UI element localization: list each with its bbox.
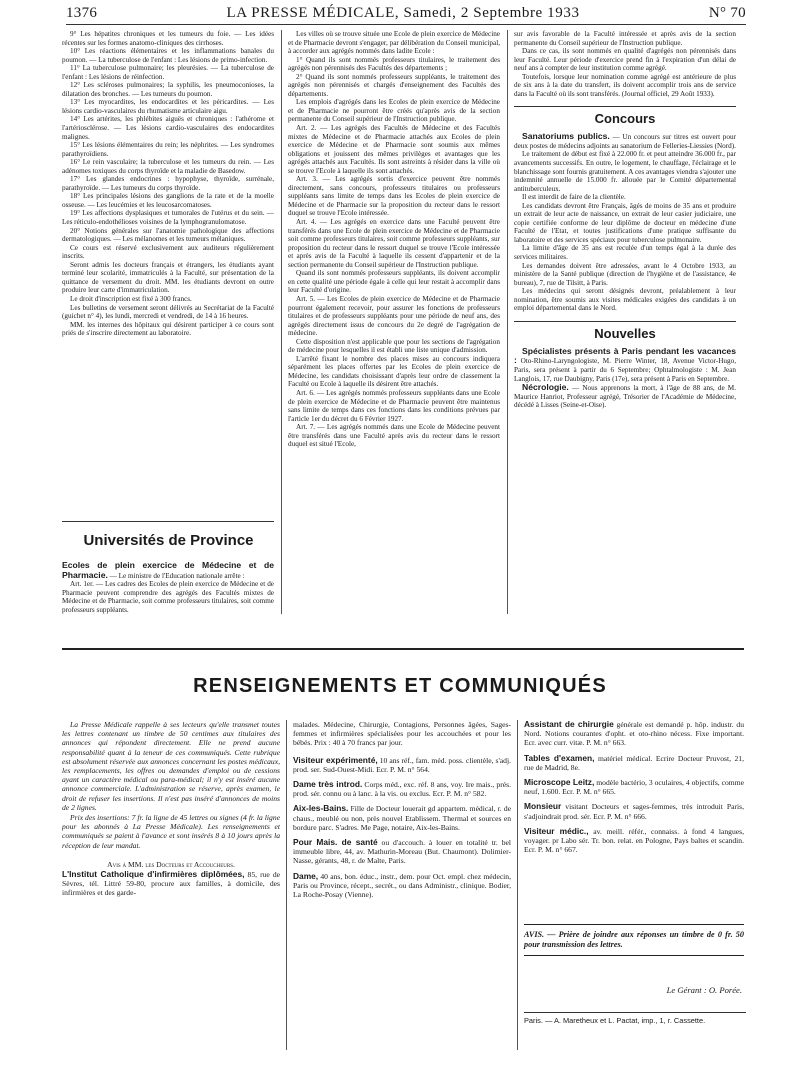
- ad-text: Corps méd., exc. réf. 8 ans, voy. Ire mais., prés. prod. sér. connu ou à lanc. à la vis. ou exclus. Ecr. P. M. n° 582.: [293, 780, 511, 799]
- paragraph: — Nous apprenons la mort, à l'âge de 88 ans, de M. Maurice Hanriot, Professeur agrégé, Trésorier de l'Académie de Médecine, décédé à Lisses (Seine-et-Oise).: [514, 384, 736, 410]
- paragraph: 14° Les artérites, les phlébites aiguës et chroniques : l'athérome et l'artériosclérose. — Les lésions cardio-vasculaires des endocardites malignes.: [62, 115, 274, 141]
- paragraph: Art. 7. — Les agrégés nommés dans une Ecole de Médecine peuvent être transférés dans une Faculté après avis du recteur dans le ressort duquel est situé l'Ecole,: [288, 423, 500, 449]
- paragraph: Les médecins qui seront désignés devront, préalablement à leur nomination, être soumis aux visites médicales exigées des candidats à un emploi départemental dans le Nord.: [514, 287, 736, 313]
- paragraph: 2° Quand ils sont nommés professeurs suppléants, le traitement des agrégés non pérennisés et chargés d'enseignement des Facultés des départements.: [288, 72, 500, 98]
- paragraph: Les demandes doivent être adressées, avant le 4 Octobre 1933, au ministère de la Santé publique (direction de l'hygiène et de l'assistance, 4e bureau), 7, rue de Tilsitt, à Paris.: [514, 261, 736, 287]
- ad-text: Fille de Docteur louerait gd appartem. médical, r. de chaus., meublé ou non, près nouvel Etablissem. Thermal et sources en bordure parc. S'adres. Me Page, notaire, Aix-les-Bains.: [293, 804, 511, 832]
- paragraph: Le droit d'inscription est fixé à 300 francs.: [70, 294, 192, 303]
- ad-lead: Microscope Leitz,: [524, 777, 595, 788]
- paragraph: Seront admis les docteurs français et étrangers, les étudiants ayant terminé leur scolarité, immatriculés à la Faculté, sur présentation de la quittance de versement du droit. MM. les étudiants devront en outre produire leur carte d'immatriculation.: [62, 260, 274, 295]
- page-header: [66, 2, 746, 25]
- paragraph: 1° Quand ils sont nommés professeurs titulaires, le traitement des agrégés non pérennisés des Facultés des départements ;: [288, 55, 500, 73]
- ad-lead: Tables d'examen,: [524, 752, 595, 763]
- paragraph: 11° La tuberculose pulmonaire; les pleurésies. — La tuberculose de l'enfant : Les lésions de réinfection.: [62, 64, 274, 81]
- paragraph: Art. 5. — Les Ecoles de plein exercice de Médecine et de Pharmacie pourront également recevoir, pour assurer les fonctions de professeurs titulaires et de professeurs suppléants pour une période de neuf ans, des agrégés directement issus de concours du 2e degré de l'agrégation de médecine.: [288, 294, 500, 338]
- section-divider: [62, 648, 744, 650]
- paragraph: Ce cours est réservé exclusivement aux auditeurs régulièrement inscrits.: [62, 243, 274, 261]
- paragraph: 16° Le rein vasculaire; la tuberculose et les tumeurs du rein. — Les adénomes toxiques du corps thyroïde et la maladie de Basedow.: [62, 158, 274, 175]
- ad-lead: Dame,: [293, 870, 319, 881]
- paragraph: 15° Les lésions élémentaires du rein; les néphrites. — Les syndromes parathyroïdiens.: [62, 141, 274, 158]
- article-lead: Nécrologie.: [522, 382, 569, 393]
- paragraph: Les candidats devront être Français, âgés de moins de 35 ans et produire un extrait de leur acte de naissance, un extrait de leur casier judiciaire, une copie certifiée conforme de leur diplôme de docteur en médecine d'une Faculté de l'Etat, et toutes justifications d'une pratique suffisante du laboratoire et des services spéciaux pour tuberculose pulmonaire.: [514, 201, 736, 244]
- ad-text: 40 ans, bon. éduc., instr., dem. pour Oct. empl. chez médecin, Paris ou Province, récept., secrét., ou dans Administr., clinique. Bodier, La Roche-Posay (Vienne).: [293, 871, 511, 900]
- ad-text: 10 ans réf., fam. méd. poss. clientèle, s'adj. prod. ser. Sud-Ouest-Midi. Ecr. P. M. n° 564.: [293, 755, 511, 774]
- section-divider: [514, 106, 736, 107]
- paragraph: 18° Les principales lésions des ganglions de la rate et de la moelle osseuse. — Les leucémies et les leucosarcomatoses.: [62, 192, 274, 209]
- paragraph: — Un concours sur titres est ouvert pour deux postes de médecins adjoints au sanatorium de Felleries-Liessies (Nord).: [514, 133, 736, 150]
- paragraph: Cette disposition n'est applicable que pour les sections de l'agrégation de médecine pour lesquelles il est établi une liste unique d'admission.: [288, 337, 500, 355]
- paragraph: Quand ils sont nommés professeurs suppléants, ils doivent accomplir en cette qualité une période égale à celle qui leur restait à accomplir dans leur Faculté d'origine.: [288, 269, 500, 295]
- ad-lead: Pour Mais. de santé: [293, 837, 378, 848]
- paragraph: sur avis favorable de la Faculté intéressée et après avis de la section permanente du Conseil supérieur de l'Instruction publique.: [514, 30, 736, 47]
- ad-text: matériel médical. Ecrire Docteur Pruvost, 21, rue de Madrid, 8e.: [524, 753, 744, 772]
- issue-number: N° 70: [708, 4, 746, 21]
- paragraph: 9° Les hépatites chroniques et les tumeurs du foie. — Les idées récentes sur les formes anatomo-cliniques des cirrhoses.: [62, 30, 274, 47]
- paragraph: 12° Les scléroses pulmonaires; la syphilis, les pneumoconioses, la dilatation des bronches. — Les tumeurs du poumon.: [62, 81, 274, 98]
- paragraph: Les emplois d'agrégés dans les Ecoles de plein exercice de Médecine et de Pharmacie ne pourront être créés qu'après avis de la section permanente du Conseil supérieur de l'Instruction publique.: [288, 98, 500, 124]
- column-rule: [286, 720, 287, 1050]
- ad-text: modèle bactério, 3 oculaires, 4 objectifs, comme neuf, 1.600. Ecr. P. M. n° 665.: [524, 778, 744, 797]
- paragraph: Art. 1er. — Les cadres des Ecoles de plein exercice de Médecine et de Pharmacie peuvent comprendre des agrégés des Facultés mixtes de Médecine et de Pharmacie, soit comme professeurs titulaires, soit comme professeurs suppléants.: [62, 580, 274, 614]
- printer-imprint: Paris. — A. Maretheux et L. Pactat, imp., 1, r. Cassette.: [524, 1012, 746, 1025]
- paragraph: Toutefois, lorsque leur nomination comme agrégé est antérieure de plus de six ans à la date du transfert, ils doivent accomplir trois ans de service dans la Faculté où ils sont transférés. (Journal officiel, 29 Août 1933).: [514, 72, 736, 98]
- ad-text: 85, rue de Sèvres, tél. Littré 59-80, procure aux familles, à domicile, des infirmières et des garde-: [62, 870, 280, 898]
- classifieds-column-2: [293, 720, 511, 1050]
- universites-article: [62, 561, 274, 614]
- ad-text: générale est demandé p. hôp. industr. du Nord. Notions courantes d'opht. et oto-rhino nécess. Fixe important. Ecr. avec curr. vitæ. P. M. n° 663.: [524, 720, 744, 748]
- paragraph: Art. 6. — Les agrégés nommés professeurs suppléants dans une Ecole de plein exercice de Médecine et de Pharmacie peuvent être maintenus sans limite de temps dans ces fonctions dans les conditions prévues par l'article 1er du décret du 6 Février 1927.: [288, 388, 500, 423]
- article-lead: Spécialistes présents à Paris pendant les vacances :: [514, 345, 736, 366]
- ad-lead: Assistant de chirurgie: [524, 720, 614, 729]
- paragraph: Les bulletins de versement seront délivrés au Secrétariat de la Faculté (guichet n° 4), les lundi, mercredi et vendredi, de 14 à 16 heures.: [62, 303, 274, 321]
- ad-lead: Dame très introd.: [293, 779, 363, 790]
- section-divider: [62, 521, 274, 522]
- paragraph: 20° Notions générales sur l'anatomie pathologique des affections dermatologiques. — Les mélanomes et les tumeurs mélaniques.: [62, 226, 274, 244]
- classifieds-column-1: [62, 720, 280, 1050]
- ad-text: malades. Médecine, Chirurgie, Contagions, Personnes âgées, Sages-femmes et infirmières spécialisées pour les accouchées et pour les bébés. Prix : 40 à 70 francs par jour.: [293, 720, 511, 748]
- section-heading-universites: Universités de Province: [83, 532, 254, 549]
- paragraph: Il est interdit de faire de la clientèle.: [522, 193, 626, 202]
- article-lead-rest: — Le ministre de l'Education nationale arrête :: [107, 571, 245, 580]
- paragraph: 17° Les glandes endocrines : hypophyse, thyroïde, surrénale, parathyroïde. — Les tumeurs du corps thyroïde.: [62, 175, 274, 192]
- article-lead: Sanatoriums publics.: [522, 131, 610, 142]
- ad-lead: L'Institut Catholique d'infirmières diplômées,: [62, 869, 245, 880]
- paragraph: Art. 4. — Les agrégés en exercice dans une Faculté peuvent être transférés dans une Ecole de plein exercice de Médecine et de Pharmacie soit comme professeurs titulaires, soit comme professeurs suppléants, sur proposition du recteur dans le ressort duquel se trouve l'Ecole intéressée et après avis de la Faculté à laquelle ils cessent d'appartenir et de la section permanente du Conseil supérieur de l'Instruction publique.: [288, 218, 500, 269]
- paragraph: Le traitement de début est fixé à 22.000 fr. et peut atteindre 36.000 fr., par avancements successifs. En outre, le logement, le chauffage, l'éclairage et le blanchissage sont fournis gratuitement. A ces avantages viendra s'ajouter une indemnité annuelle de 15.000 fr. allouée par le Comité départemental antituberculeux.: [514, 150, 736, 193]
- paragraph: Les villes où se trouve située une Ecole de plein exercice de Médecine et de Pharmacie devront s'engager, par délibération du Conseil municipal, à accorder aux agrégés nommés dans ladite Ecole :: [288, 30, 500, 56]
- paragraph: L'arrêté fixant le nombre des places mises au concours indiquera séparément les places offertes par les Ecoles de plein exercice de Médecine, les candidats choisissant d'après leur ordre de classement la Faculté ou Ecole à laquelle ils désirent être attachés.: [288, 354, 500, 389]
- article-lead: Ecoles de plein exercice de Médecine et de Pharmacie.: [62, 561, 274, 580]
- paragraph: La limite d'âge de 35 ans est reculée d'un temps égal à la durée des services militaires.: [514, 244, 736, 262]
- paragraph: 13° Les myocardites, les endocardites et les péricardites. — Les lésions cardio-vasculaires du rhumatisme articulaire aigu.: [62, 98, 274, 115]
- column-1-pathology-list: [62, 30, 274, 510]
- column-3-continuation: [514, 30, 736, 452]
- section-heading-renseignements: RENSEIGNEMENTS ET COMMUNIQUÉS: [193, 675, 607, 697]
- journal-title: LA PRESSE MÉDICALE, Samedi, 2 Septembre 1933: [226, 4, 580, 21]
- paragraph: MM. les internes des hôpitaux qui désirent participer à ce cours sont priés de s'inscrire directement au laboratoire.: [62, 320, 274, 338]
- avis-docteurs: Avis à MM. les Docteurs et Accoucheurs.: [107, 859, 235, 869]
- paragraph: Oto-Rhino-Laryngologiste, M. Pierre Winter, 18, Avenue Victor-Hugo, Paris, sera présent à partir du 6 Septembre; Ophtalmologiste : M. Jean Langlois, 17, rue Daubigny, Paris (17e), sera présent à Paris en Septembre.: [514, 357, 736, 383]
- ad-lead: Aix-les-Bains.: [293, 803, 349, 814]
- ad-lead: Visiteur médic.,: [524, 825, 589, 836]
- paragraph: Art. 3. — Les agrégés sortis d'exercice peuvent être nommés directement, sans concours, professeurs titulaires ou professeurs suppléants sans limite de temps dans les Ecoles de plein exercice de Médecine et de Pharmacie sur la proposition du recteur dans le ressort duquel se trouve l'Ecole intéressée.: [288, 175, 500, 218]
- paragraph: Dans ce cas, ils sont nommés en qualité d'agrégés non pérennisés dans leur Faculté. Leur période d'exercice prend fin à l'expiration d'un délai de neuf ans à compter de leur institution comme agrégé.: [514, 47, 736, 73]
- gerant-signature: Le Gérant : O. Porée.: [666, 985, 742, 995]
- ad-text: visitant Docteurs et sages-femmes, très introduit Paris, s'adjoindrait prod. sér. Ecr. P. M. n° 666.: [524, 802, 744, 821]
- price-notice: Prix des insertions: 7 fr. la ligne de 45 lettres ou signes (4 fr. la ligne pour les abonnés à La Presse Médicale). Les renseignements et communiqués se paient à l'avance et sont insérés 8 à 10 jours après la réception de leur mandat.: [62, 813, 280, 850]
- section-heading-concours: Concours: [594, 111, 656, 127]
- column-rule: [507, 30, 508, 614]
- paragraph: Art. 2. — Les agrégés des Facultés de Médecine et des Facultés mixtes de Médecine et de Pharmacie attachés aux Ecoles de plein exercice de Médecine et de Pharmacie sont soumis aux mêmes obligations et jouissent des mêmes privilèges et avantages que les agrégés attachés aux Facultés. Ils sont astreints à résider dans la ville où se trouve l'Ecole à laquelle ils sont attachés.: [288, 124, 500, 175]
- paragraph: 10° Les réactions élémentaires et les inflammations banales du poumon. — La tuberculose de l'enfant : Les lésions de primo-infection.: [62, 47, 274, 64]
- classifieds-column-3: [524, 720, 744, 920]
- avis-box: AVIS. — Prière de joindre aux réponses un timbre de 0 fr. 50 pour transmission des lettres.: [524, 924, 744, 956]
- column-rule: [281, 30, 282, 614]
- ad-text: av. meill. référ., connaiss. à fond 4 langues, voyager. pr Labo sér. Tr. bon. relat. en Pologne, Pays baltes et scandin. Ecr. P. M. n° 667.: [524, 826, 744, 855]
- page-number: 1376: [66, 4, 98, 21]
- ad-lead: Monsieur: [524, 801, 562, 812]
- ad-text: ou d'accouch. à louer en totalité tr. bel immeuble libre, 44, av. Mathurin-Moreau (But. Chaumont). Dolimier-Nasse, gérants, 48, r. de Malte, Paris.: [293, 838, 511, 866]
- ad-lead: Visiteur expérimenté,: [293, 754, 378, 765]
- section-heading-nouvelles: Nouvelles: [594, 325, 656, 341]
- paragraph: 19° Les affections dysplasiques et tumorales de l'utérus et du sein. — Les réticulo-endothélioses voisines de la lymphogranulomatose.: [62, 209, 274, 227]
- column-2-decree: [288, 30, 500, 614]
- intro-notice: La Presse Médicale rappelle à ses lecteurs qu'elle transmet toutes les lettres contenant un timbre de 50 centimes aux titulaires des annonces qui répondent directement. Elle ne prend aucune responsabilité quant à la teneur de ces communiqués. Cette rubrique est absolument réservée aux annonces concernant les postes médicaux, les remplacements, les offres ou demandes d'emploi ou de cessions ayant un caractère médical ou para-médical; il n'y est inséré aucune annonce commerciale. L'administration se réserve, après examen, le droit de refuser les insertions. Il n'est pas inséré d'annonces de moins de 2 lignes.: [62, 720, 280, 812]
- column-rule: [517, 720, 518, 1050]
- section-divider: [514, 321, 736, 322]
